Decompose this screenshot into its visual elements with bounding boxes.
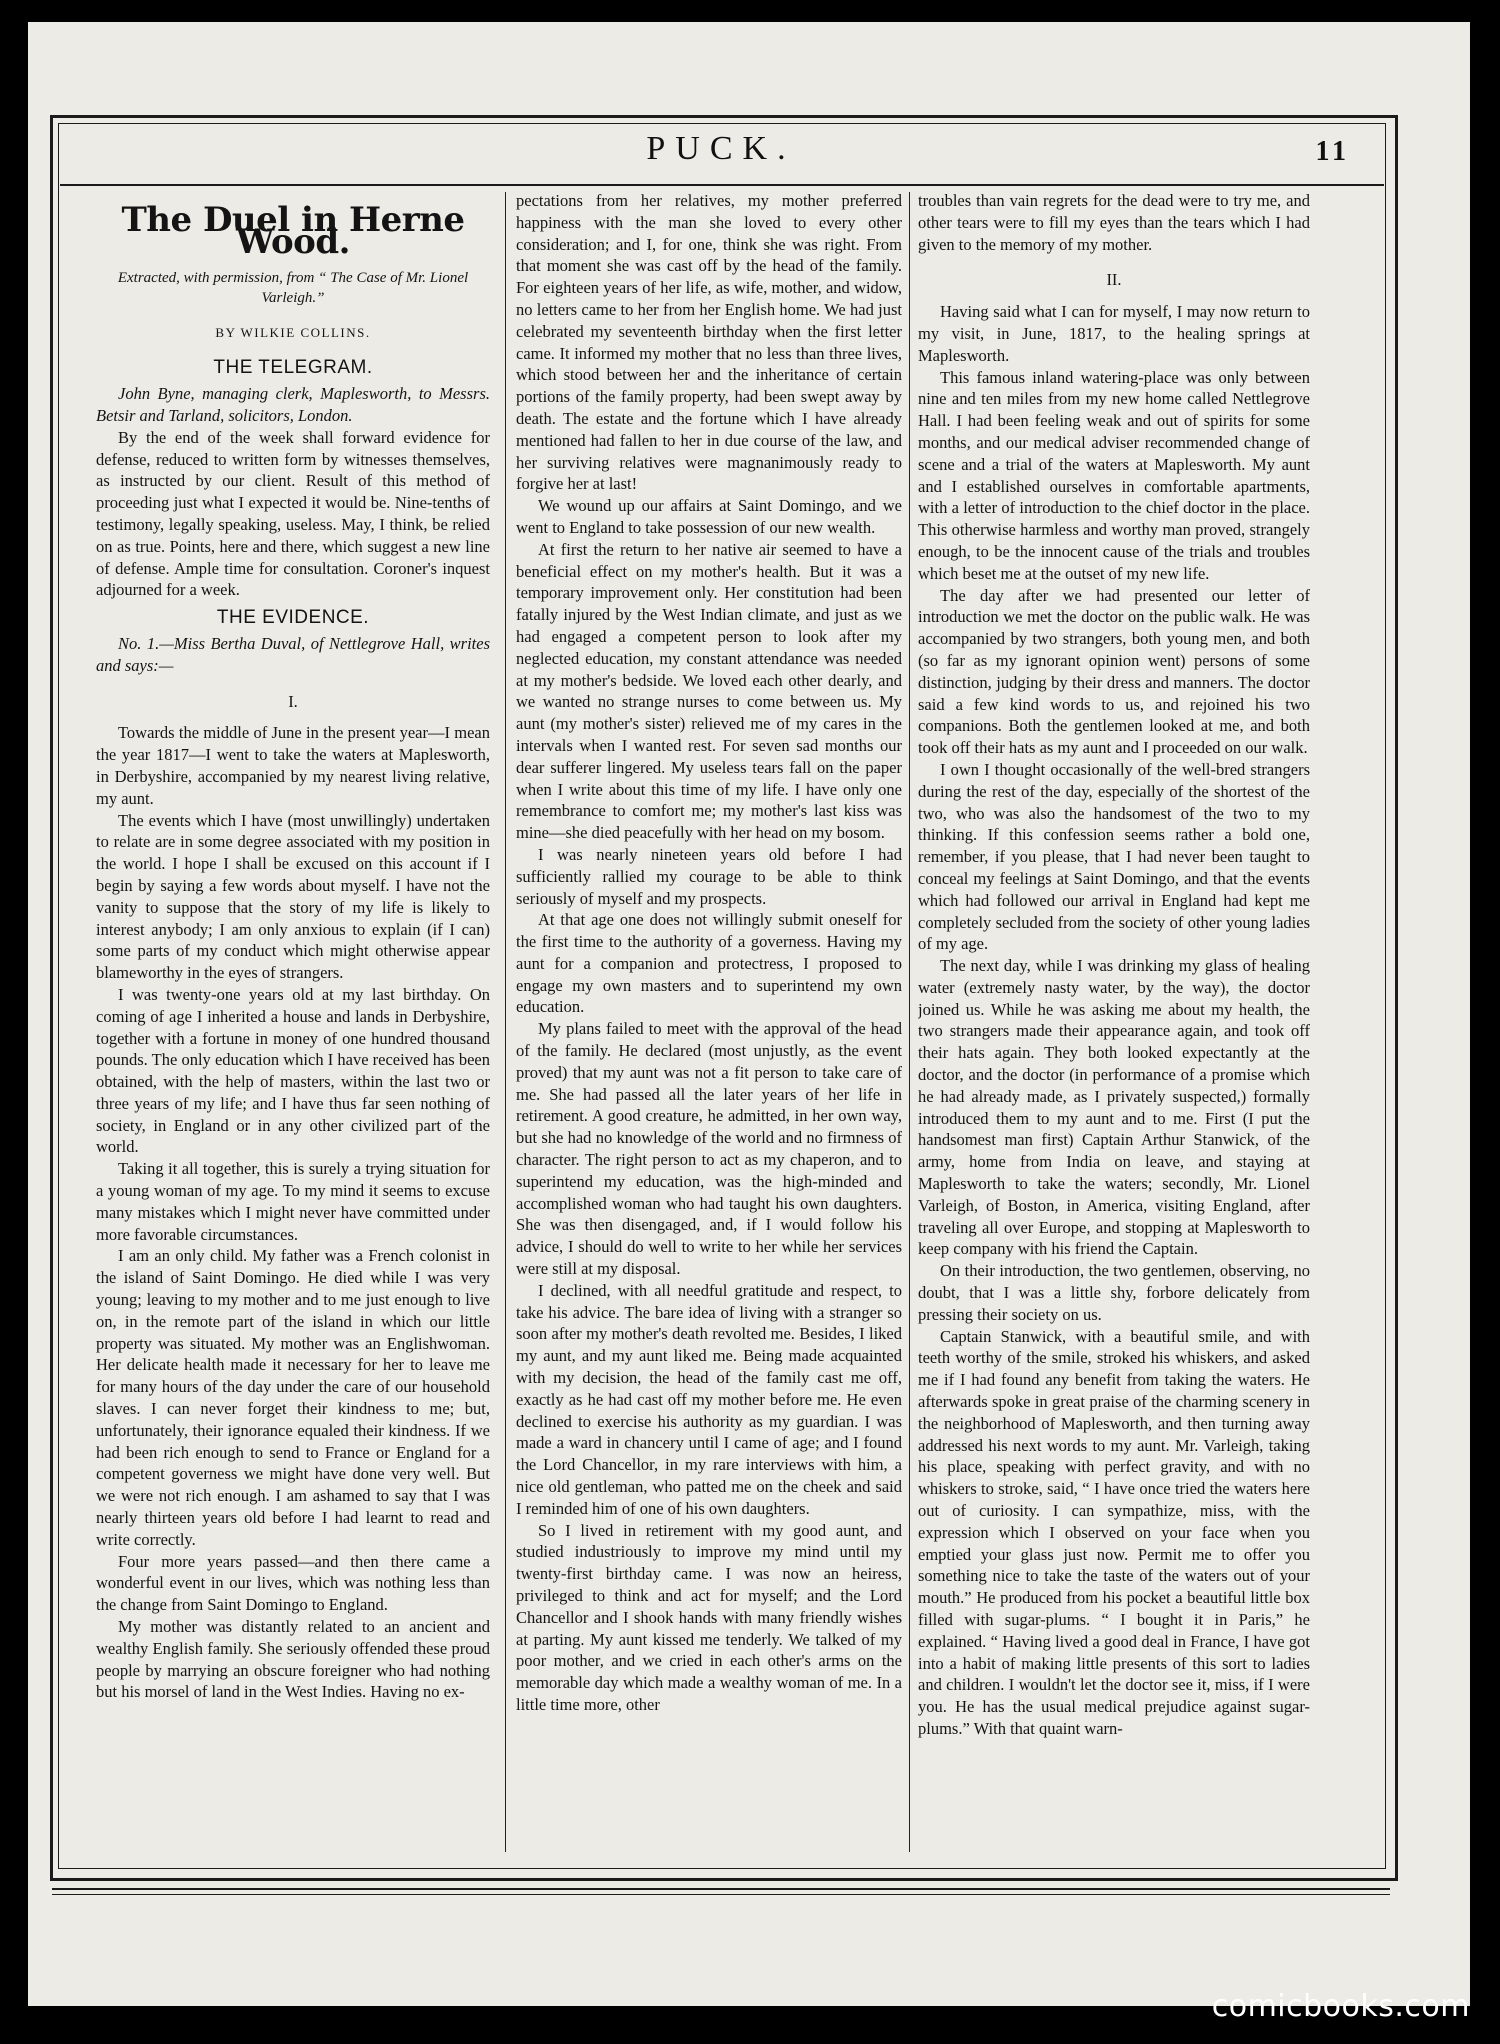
site-watermark: comicbooks.com xyxy=(1211,1989,1470,2024)
paragraph: At that age one does not willingly submit oneself for the first time to the authority of a governess. Having my aunt for a companion and protectress, I proposed to engage my own masters and to superintend my own education. xyxy=(516,910,902,1017)
page-number: 11 xyxy=(1315,136,1350,167)
paragraph: Four more years passed—and then there came a wonderful event in our lives, which was nothing less than the change from Saint Domingo to England. xyxy=(96,1551,490,1615)
column-divider xyxy=(909,192,910,1852)
paragraph: The day after we had presented our letter of introduction we met the doctor on the public walk. He was accompanied by two strangers, both young men, and both (so far as my ignorant opinion went) persons of some distinction, judging by their dress and manners. The doctor said a few kind words to us, and rejoined his two companions. Both the gentlemen looked at me, and both took off their hats as my aunt and I proceeded on our walk. xyxy=(918,585,1310,758)
section-heading: THE TELEGRAM. xyxy=(213,357,373,379)
paragraph: pectations from her relatives, my mother preferred happiness with the man she loved to every other consideration; and I, for one, think she was right. From that moment she was cast off by the head of the family. For eighteen years of her life, as wife, mother, and widow, no letters came to her from her English home. We had just celebrated my seventeenth birthday when the first letter came. It informed my mother that no less than three lives, which stood between her and the inheritance of certain portions of the family property, had been swept away by death. The estate and the fortune which I have already mentioned had fallen to her in due course of the law, and her surviving relatives were magnanimously ready to forgive her at last! xyxy=(516,191,902,494)
paragraph: I was nearly nineteen years old before I had sufficiently rallied my courage to be able to think seriously of myself and my prospects. xyxy=(516,844,902,908)
column-1 xyxy=(96,190,490,1858)
paragraph: The next day, while I was drinking my glass of healing water (extremely nasty water, by the way), the doctor joined us. While he was asking me about my health, the two strangers made their appearance again, and took off their hats again. They both looked expectantly at the doctor, and the doctor (in performance of a promise which he had already made, as I privately suspected,) formally introduced them to my aunt and to me. First (I put the handsomest man first) Captain Arthur Stanwick, of the army, home from India on leave, and staying at Maplesworth to take the waters; secondly, Mr. Lionel Varleigh, of Boston, in America, visiting England, after traveling all over Europe, and stopping at Maplesworth to keep company with his friend the Captain. xyxy=(918,956,1310,1259)
paragraph: I own I thought occasionally of the well-bred strangers during the rest of the day, especially of the shortest of the two, who was also the handsomest of the two to my thinking. If this confession seems rather a bold one, remember, if you please, that I had never been taught to conceal my feelings at Saint Domingo, and that the events which had followed our arrival in England had kept me completely secluded from the society of other young ladies of my age. xyxy=(918,759,1310,954)
chapter-numeral: I. xyxy=(288,691,298,711)
paragraph: This famous inland watering-place was only between nine and ten miles from my new home called Nettlegrove Hall. I had been feeling weak and out of spirits for some months, and our medical adviser recommended change of scene and a trial of the waters at Maplesworth. My aunt and I established ourselves in comfortable apartments, with a letter of introduction to the chief doctor in the place. This otherwise harmless and worthy man proved, strangely enough, to be the innocent cause of the trials and troubles which beset me at the outset of my new life. xyxy=(918,367,1310,583)
story-byline: BY WILKIE COLLINS. xyxy=(215,324,371,340)
paragraph: I am an only child. My father was a French colonist in the island of Saint Domingo. He died while I was very young; leaving to my mother and to me just enough to live on, in the remote part of the island in which our little property was situated. My mother was an Englishwoman. Her delicate health made it necessary for her to leave me for many hours of the day under the care of our household slaves. I can never forget their kindness to me; but, unfortunately, their ignorance equaled their kindness. If we had been rich enough to send to France or England for a competent governess we might have done very well. But we were not rich enough. I am ashamed to say that I was nearly thirteen years old before I had learnt to read and write correctly. xyxy=(96,1246,490,1549)
footer-rule xyxy=(52,1894,1390,1895)
story-credit: Extracted, with permission, from “ The Case of Mr. Lionel Varleigh.” xyxy=(117,269,469,306)
magazine-title: PUCK. xyxy=(646,130,796,167)
paragraph: Taking it all together, this is surely a trying situation for a young woman of my age. To my mind it seems to excuse many mistakes which I might never have committed under more favorable circumstances. xyxy=(96,1159,490,1244)
masthead xyxy=(52,128,1390,184)
paragraph: troubles than vain regrets for the dead were to try me, and other tears were to fill my eyes than the tears which I had given to the memory of my mother. xyxy=(918,191,1310,254)
column-2 xyxy=(516,190,902,1858)
paragraph: My mother was distantly related to an ancient and wealthy English family. She seriously offended these proud people by marrying an obscure foreigner who had nothing but his morsel of land in the West Indies. Having no ex- xyxy=(96,1617,490,1702)
paragraph: I declined, with all needful gratitude and respect, to take his advice. The bare idea of living with a stranger so soon after my mother's death revolted me. Besides, I liked my aunt, and my aunt liked me. Being made acquainted with my decision, the head of the family cast me off, exactly as he had cast off my mother before me. He even declined to exercise his authority as my guardian. I was made a ward in chancery until I came of age; and I found the Lord Chancellor, in my rare interviews with him, a nice old gentleman, who patted me on the cheek and said I reminded him of one of his own daughters. xyxy=(516,1280,902,1518)
paragraph: We wound up our affairs at Saint Domingo, and we went to England to take possession of our new wealth. xyxy=(516,496,902,537)
paragraph: My plans failed to meet with the approval of the head of the family. He declared (most unjustly, as the event proved) that my aunt was not a fit person to take care of me. She had passed all the later years of her life in retirement. A good creature, he admitted, in her own way, but she had no knowledge of the world and no firmness of character. The right person to act as my chaperon, and to superintend my education, was the high-minded and accomplished woman who had taught his own daughters. She was then disengaged, and, if I would follow his advice, I should do well to write to her while her services were still at my disposal. xyxy=(516,1019,902,1279)
story-title: The Duel in Herne Wood. xyxy=(121,200,465,262)
paragraph: I was twenty-one years old at my last birthday. On coming of age I inherited a house and lands in Derbyshire, together with a fortune in money of one hundred thousand pounds. The only education which I have received has been obtained, with the help of masters, within the last two or three years of my life; and I have thus far seen nothing of society, in England or in any other civilized part of the world. xyxy=(96,984,490,1157)
paragraph: By the end of the week shall forward evidence for defense, reduced to written form by witnesses themselves, as instructed by our client. Result of this method of proceeding just what I expected it would be. Nine-tenths of testimony, legally speaking, useless. May, I think, be relied on as true. Points, here and there, which suggest a new line of defense. Ample time for consultation. Coroner's inquest adjourned for a week. xyxy=(96,427,490,600)
paragraph: No. 1.—Miss Bertha Duval, of Nettlegrove Hall, writes and says:— xyxy=(96,633,490,675)
footer-rule xyxy=(52,1888,1390,1890)
paragraph: Towards the middle of June in the present year—I mean the year 1817—I went to take the waters at Maplesworth, in Derbyshire, accompanied by my nearest living relative, my aunt. xyxy=(96,723,490,808)
chapter-numeral: II. xyxy=(1106,270,1122,290)
paragraph: So I lived in retirement with my good aunt, and studied industriously to improve my mind until my twenty-first birthday came. I was now an heiress, privileged to think and act for myself; and the Lord Chancellor and I shook hands with many friendly wishes at parting. My aunt kissed me tenderly. We talked of my poor mother, and we cried in each other's arms on the memorable day which made a wealthy woman of me. In a little time more, other xyxy=(516,1520,902,1714)
paragraph: Captain Stanwick, with a beautiful smile, and with teeth worthy of the smile, stroked his whiskers, and asked me if I had found any benefit from taking the waters. He afterwards spoke in great praise of the charming scenery in the neighborhood of Maplesworth, and then turning away addressed his next words to my aunt. Mr. Varleigh, taking his place, speaking with perfect gravity, and with no whiskers to stroke, said, “ I have once tried the waters here out of curiosity. I can sympathize, miss, with the expression which I observed on your face when you emptied your glass just now. Permit me to offer you something nice to take the taste of the waters out of your mouth.” He produced from his pocket a beautiful little box filled with sugar-plums. “ I bought it in Paris,” he explained. “ Having lived a good deal in France, I have got into a habit of making little presents of this sort to ladies and children. I wouldn't let the doctor see it, miss, if I were you. He has the usual medical prejudice against sugar-plums.” With that quaint warn- xyxy=(918,1326,1310,1738)
header-rule xyxy=(60,184,1384,186)
section-heading: THE EVIDENCE. xyxy=(216,607,370,629)
paragraph: John Byne, managing clerk, Maplesworth, to Messrs. Betsir and Tarland, solicitors, London. xyxy=(96,384,490,425)
paragraph: Having said what I can for myself, I may now return to my visit, in June, 1817, to the healing springs at Maplesworth. xyxy=(918,302,1310,365)
paragraph: The events which I have (most unwillingly) undertaken to relate are in some degree associated with my position in the world. I hope I shall be excused on this account if I begin by saying a few words about myself. I have not the vanity to suppose that the story of my life is likely to interest anybody; I am only anxious to explain (if I can) some parts of my conduct which might otherwise appear blameworthy in the eyes of strangers. xyxy=(96,810,490,983)
paragraph: At first the return to her native air seemed to have a beneficial effect on my mother's health. But it was a temporary improvement only. Her constitution had been fatally injured by the West Indian climate, and just as we had engaged a competent person to look after my neglected education, my constant attendance was needed at my mother's bedside. We loved each other dearly, and we wanted no strange nurses to come between us. My aunt (my mother's sister) relieved me of my cares in the intervals when I wanted rest. For seven sad months our dear sufferer lingered. My useless tears fall on the paper when I write about this time of my life. I have only one remembrance to comfort me; my mother's last kiss was mine—she died peacefully with her head on my bosom. xyxy=(516,539,902,843)
column-divider xyxy=(505,192,506,1852)
column-3 xyxy=(918,190,1310,1858)
paragraph: On their introduction, the two gentlemen, observing, no doubt, that I was a little shy, forbore delicately from pressing their society on us. xyxy=(918,1261,1310,1324)
